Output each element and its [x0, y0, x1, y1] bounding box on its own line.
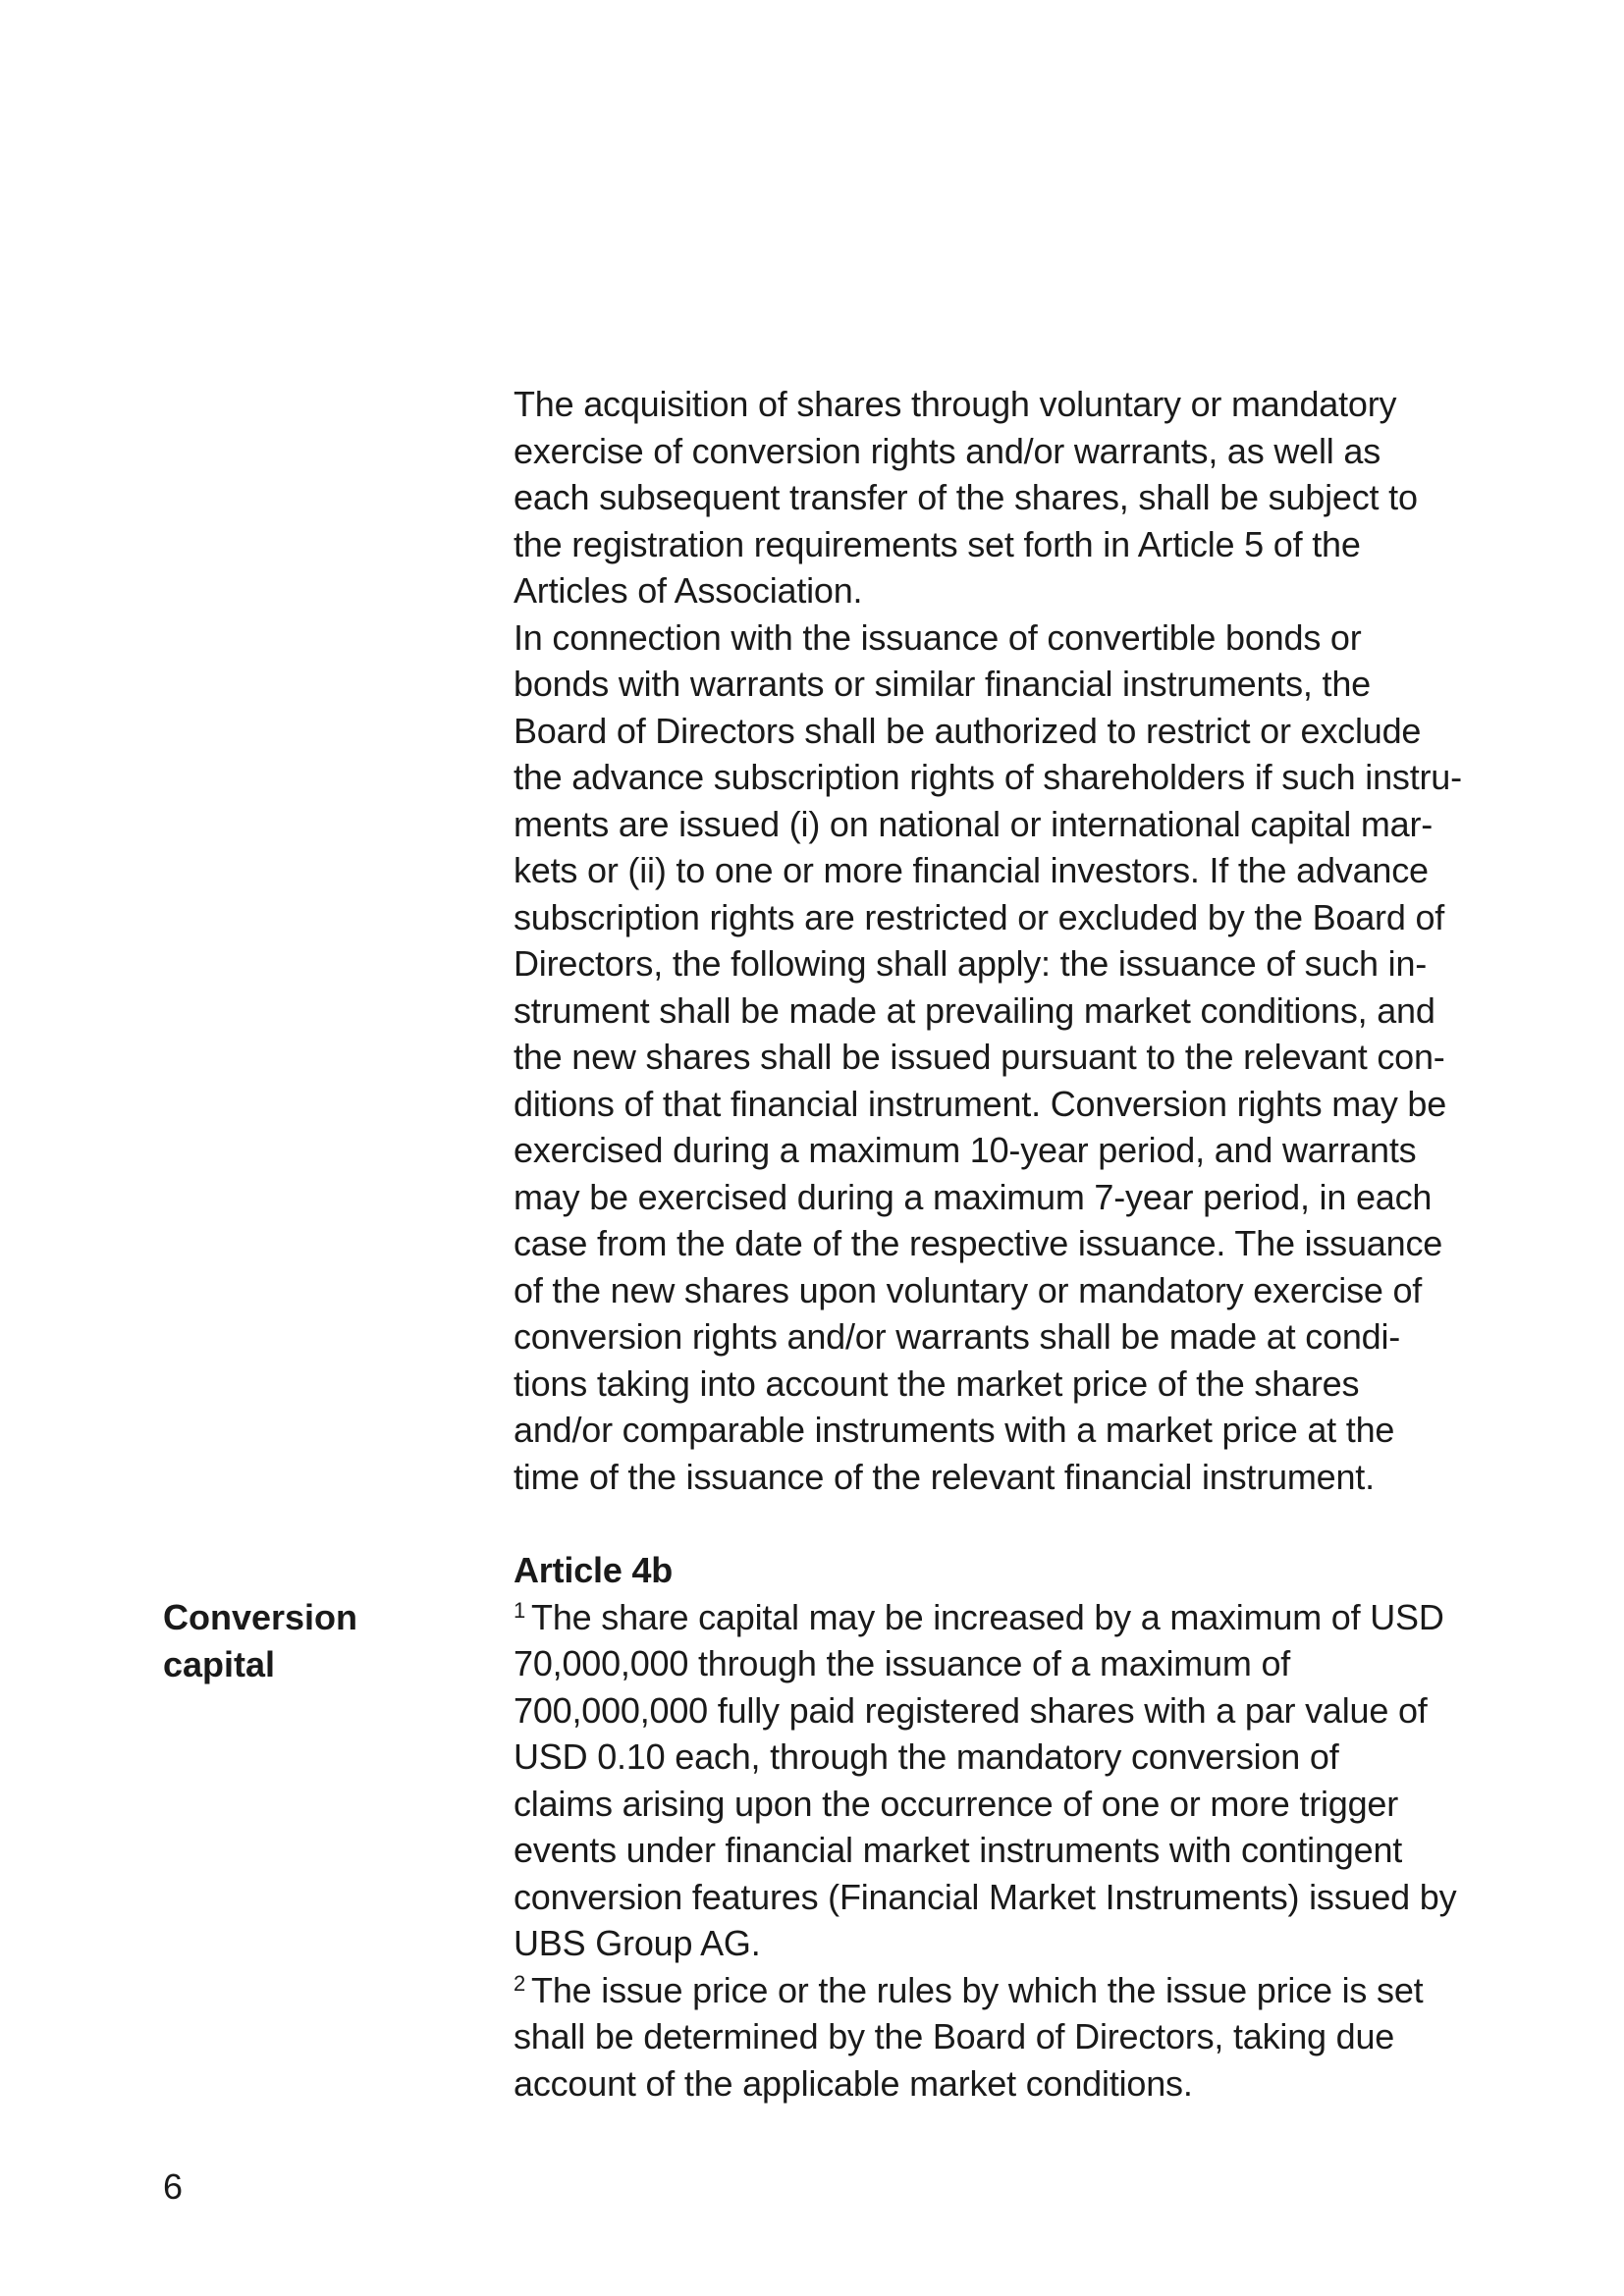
text-line: each subsequent transfer of the shares, shall be subject to [514, 477, 1418, 517]
margin-heading-line: capital [163, 1643, 276, 1684]
text-line: ditions of that financial instrument. Conversion rights may be [514, 1083, 1447, 1124]
text-line: 700,000,000 fully paid registered shares with a par value of [514, 1689, 1428, 1731]
text-line: exercised during a maximum 10-year period, and warrants [514, 1130, 1417, 1170]
page-number: 6 [163, 2166, 184, 2207]
text-line: the advance subscription rights of shareholders if such instru- [514, 757, 1462, 797]
text-line: 70,000,000 through the issuance of a maximum of [514, 1643, 1291, 1683]
article-4b [514, 1547, 1481, 2107]
text-line: exercise of conversion rights and/or warrants, as well as [514, 430, 1380, 471]
text-line: kets or (ii) to one or more financial investors. If the advance [514, 850, 1429, 890]
paragraph-2-first-line [514, 1967, 1481, 2014]
text-line: bonds with warrants or similar financial instruments, the [514, 664, 1371, 704]
text-line: shall be determined by the Board of Directors, taking due [514, 2016, 1395, 2056]
paragraph-1-first-line [514, 1594, 1481, 1641]
text-line: events under financial market instruments with contingent [514, 1830, 1403, 1870]
text-line: The acquisition of shares through voluntary or mandatory [514, 384, 1397, 424]
text-line: and/or comparable instruments with a market price at the [514, 1410, 1395, 1450]
text-line: Articles of Association. [514, 570, 863, 611]
text-line: ments are issued (i) on national or international capital mar- [514, 803, 1434, 844]
margin-heading [163, 1594, 357, 1687]
text-line: of the new shares upon voluntary or mandatory exercise of [514, 1269, 1423, 1310]
text-line: time of the issuance of the relevant financial instrument. [514, 1456, 1375, 1497]
text-line: USD 0.10 each, through the mandatory conversion of [514, 1736, 1339, 1777]
text-line: The share capital may be increased by a maximum of USD [531, 1596, 1444, 1637]
text-line: conversion rights and/or warrants shall be made at condi- [514, 1316, 1401, 1357]
text-line: the new shares shall be issued pursuant to the relevant con- [514, 1037, 1445, 1077]
paragraph-number: 2 [514, 1970, 526, 1996]
paragraph-number: 1 [514, 1597, 526, 1623]
article-heading: Article 4b [514, 1550, 674, 1590]
text-line: tions taking into account the market price of the shares [514, 1362, 1360, 1404]
text-line: strument shall be made at prevailing market conditions, and [514, 989, 1435, 1031]
text-line: In connection with the issuance of convertible bonds or [514, 616, 1362, 658]
text-line: UBS Group AG. [514, 1923, 761, 1963]
text-line: Board of Directors shall be authorized to restrict or exclude [514, 710, 1422, 751]
text-line: case from the date of the respective issuance. The issuance [514, 1223, 1443, 1263]
text-line: Directors, the following shall apply: the issuance of such in- [514, 943, 1428, 984]
text-line: the registration requirements set forth in Article 5 of the [514, 523, 1361, 564]
text-line: may be exercised during a maximum 7-year period, in each [514, 1176, 1433, 1217]
text-line: conversion features (Financial Market Instruments) issued by [514, 1876, 1457, 1917]
text-line: subscription rights are restricted or excluded by the Board of [514, 896, 1445, 937]
margin-heading-line: Conversion [163, 1597, 358, 1637]
continued-article-text [514, 381, 1481, 1500]
text-line: The issue price or the rules by which the issue price is set [531, 1969, 1424, 2010]
text-line: account of the applicable market conditions. [514, 2062, 1193, 2104]
text-line: claims arising upon the occurrence of one or more trigger [514, 1783, 1399, 1824]
